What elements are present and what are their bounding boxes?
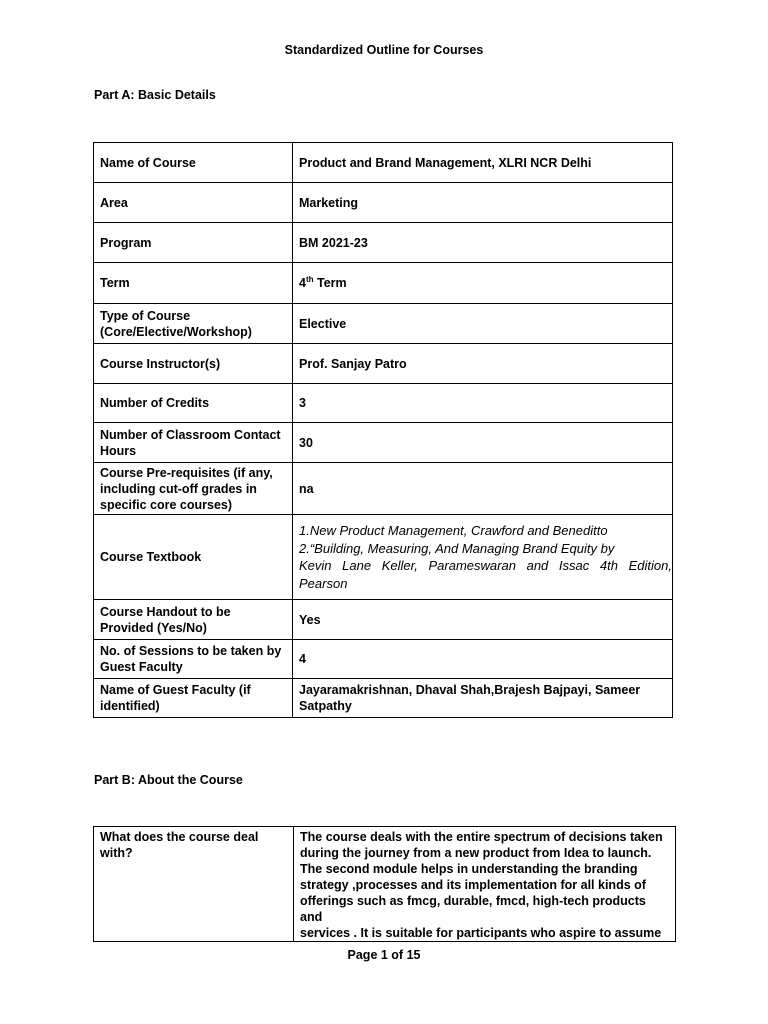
row-label: Course Handout to be Provided (Yes/No) xyxy=(94,600,293,640)
description-line: The course deals with the entire spectrum of decisions taken xyxy=(300,830,663,844)
page-prefix: Page xyxy=(347,948,381,962)
row-label: Name of Course xyxy=(94,143,293,183)
document-title: Standardized Outline for Courses xyxy=(284,43,484,57)
term-number: 4 xyxy=(299,276,306,290)
row-label: Number of Classroom Contact Hours xyxy=(94,423,293,463)
basic-details-table xyxy=(93,142,673,718)
row-label: Course Textbook xyxy=(94,515,293,600)
row-label: Area xyxy=(94,183,293,223)
page-current: 1 xyxy=(380,948,388,962)
table-row xyxy=(94,143,673,183)
page-total: 15 xyxy=(406,948,421,962)
textbook-line: Pearson xyxy=(299,575,348,591)
row-value: Yes xyxy=(293,600,673,640)
description-line: offerings such as fmcg, durable, fmcd, high-tech products and xyxy=(300,894,646,924)
table-row xyxy=(94,600,673,640)
table-row xyxy=(94,223,673,263)
row-value xyxy=(293,515,673,600)
page-middle: of xyxy=(387,948,407,962)
table-row xyxy=(94,263,673,304)
table-row xyxy=(94,515,673,600)
row-value xyxy=(294,827,676,942)
row-value: BM 2021-23 xyxy=(293,223,673,263)
table-row xyxy=(94,183,673,223)
row-label: Program xyxy=(94,223,293,263)
row-value: Elective xyxy=(293,304,673,344)
row-value: Jayaramakrishnan, Dhaval Shah,Brajesh Bajpayi, Sameer Satpathy xyxy=(293,679,673,718)
part-b-heading: Part B: About the Course xyxy=(94,773,243,787)
row-value: 4 xyxy=(293,640,673,679)
row-value: na xyxy=(293,463,673,515)
table-row xyxy=(94,304,673,344)
row-label: No. of Sessions to be taken by Guest Faculty xyxy=(94,640,293,679)
table-row xyxy=(94,679,673,718)
description-line: during the journey from a new product from Idea to launch. xyxy=(300,846,652,860)
row-label: Course Instructor(s) xyxy=(94,344,293,384)
row-label: Number of Credits xyxy=(94,384,293,423)
page-number xyxy=(0,948,768,962)
term-ordinal: th xyxy=(305,274,314,284)
row-label: Type of Course (Core/Elective/Workshop) xyxy=(94,304,293,344)
row-value: 30 xyxy=(293,423,673,463)
table-row xyxy=(94,640,673,679)
row-value: 3 xyxy=(293,384,673,423)
row-label: What does the course deal with? xyxy=(94,827,294,942)
textbook-line: 2.“Building, Measuring, And Managing Brand Equity by xyxy=(299,540,615,556)
table-row xyxy=(94,463,673,515)
row-value: Marketing xyxy=(293,183,673,223)
description-line: services . It is suitable for participants who aspire to assume xyxy=(300,926,662,940)
row-value: Product and Brand Management, XLRI NCR Delhi xyxy=(293,143,673,183)
textbook-line: Kevin Lane Keller, Parameswaran and Issac 4th Edition, xyxy=(299,558,672,573)
term-suffix: Term xyxy=(313,276,347,290)
textbook-line: 1.New Product Management, Crawford and Beneditto xyxy=(299,523,608,538)
row-value xyxy=(293,263,673,304)
row-value: Prof. Sanjay Patro xyxy=(293,344,673,384)
row-label: Term xyxy=(94,263,293,304)
table-row xyxy=(94,344,673,384)
table-row xyxy=(94,384,673,423)
row-label: Name of Guest Faculty (if identified) xyxy=(94,679,293,718)
description-line: The second module helps in understanding the branding xyxy=(300,862,638,876)
part-a-heading: Part A: Basic Details xyxy=(94,88,216,102)
about-course-table xyxy=(93,826,676,942)
table-row xyxy=(94,423,673,463)
table-row xyxy=(94,827,676,942)
description-line: strategy ,processes and its implementation for all kinds of xyxy=(300,878,646,892)
row-label: Course Pre-requisites (if any, including cut-off grades in specific core courses) xyxy=(94,463,293,515)
